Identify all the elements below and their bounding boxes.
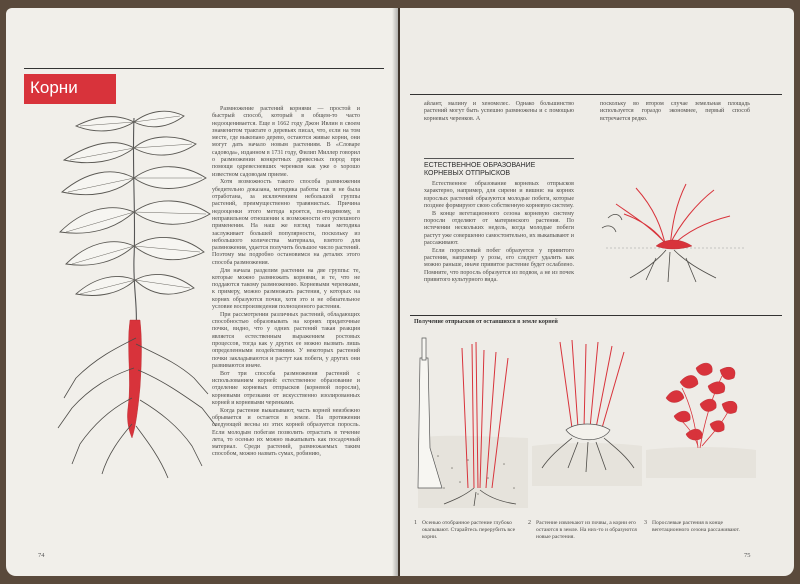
caption-1: 1 Осенью отобранное растение глубоко окапывают. Старайтесь перерубить все корни. xyxy=(414,520,516,540)
paragraph: Когда растение выкапывают, часть корней неизбежно обрывается и остается в земле. На протяжении следующей весны из этих корней образуется поросль. Если молодым побегам позволить отрастать в течение лета, то осенью их можно выкапывать как посадочный материал. Среди растений, размножаемых таким способом, можно назвать сумах, робинию, xyxy=(212,407,360,458)
figure-2-lifted-plant-illustration xyxy=(532,338,644,488)
page-number: 74 xyxy=(38,552,45,559)
paragraph: Для начала разделим растения на две группы: те, которые можно размножать корнями, и те, что не поддаются такому размножению. Корневыми черенками, к примеру, можно размножать растения, у которых на корнях образуются почки, хотя это и не обязательное условие воспроизведения полноценного растения. xyxy=(212,267,360,311)
figure-1-digging-illustration xyxy=(418,338,530,508)
figure-rule xyxy=(410,315,782,316)
paragraph: Если порослевый побег образуется у привитого растения, например у розы, его следует удалить как можно раньше, иначе привитое растение будет ослаблено. Помните, что поросль образуется из подвоя, а не из почек привитого культурного вида. xyxy=(424,247,574,283)
paragraph: Размножение растений корнями — простой и быстрый способ, который в общем-то часто недооценивается. Еще в 1662 году Джон Ивлин в своем знаменитом трактате о деревьях писал, что, если на том месте, где выкопано дерево, остаются живые корни, они могут дать начало новым растениям. В «Словаре садовода», изданном в 1731 году, Филип Миллер говорил о размножении конкретных древесных пород при помощи одревесневших черенков как уже о хорошо известном садоводам приеме. xyxy=(212,106,360,178)
paragraph: Вот три способа размножения растений с использованием корней: естественное образование и отделение корневых отпрысков (корневой поросли), корневыми отрезками от искусственно изолированных корней и корневыми черенками. xyxy=(212,370,360,406)
right-top-text-col2: поскольку во втором случае земельная площадь используется гораздо экономнее, первый способ встречается редко. xyxy=(600,101,750,122)
paragraph: Хотя возможность такого способа размножения убедительно доказана, методика работы так и не была отработана, за исключением небольшой группы растений, преимущественно травянистых. Причина недооценки этого метода кроется, по-видимому, в неправильном отношении к возможности его успешного применения. На наш же взгляд такая методика заслуживает большей популярности, поскольку из небольшого количества материала, взятого для размножения, удается получить большое число растений. Поэтому мы подробно остановимся на деталях этого способа размножения. xyxy=(212,179,360,266)
page-number: 75 xyxy=(744,552,751,559)
right-page xyxy=(400,8,794,576)
right-top-text-col1: айлант, малину и хеномелес. Однако большинство растений могут быть успешно размножены и с помощью корневых черенков. А xyxy=(424,101,574,122)
figure-3-red-seedlings-illustration xyxy=(646,358,758,488)
top-rule xyxy=(24,68,384,69)
paragraph: При рассмотрении различных растений, обладающих способностью образовывать на корнях придаточные почки, видно, что у одних растений такая реакция является естественным выражением ростовых процессов, тогда как у других ее можно вызвать лишь определенными воздействиями. У некоторых растений почки закладываются и растут как побеги, у других они развиваются иначе. xyxy=(212,311,360,369)
caption-2: 2 Растение извлекают из почвы, а корни его остаются в земле. На них-то и образуются новые растения. xyxy=(528,520,637,540)
caption-3: 3 Порослевые растения в конце вегетационного сезона рассаживают. xyxy=(644,520,740,533)
paragraph: В конце вегетационного сезона корневую систему поросли отделяют от материнского растения. По истечении нескольких недель, когда молодые побеги растут уже совершенно самостоятельно, их выкапывают и рассаживают. xyxy=(424,210,574,246)
left-text-column xyxy=(212,106,360,522)
section-rule xyxy=(424,158,574,159)
figure-title: Получение отпрысков от оставшихся в земле корней xyxy=(414,319,558,325)
shrub-sucker-illustration xyxy=(596,178,756,288)
section-heading: ЕСТЕСТВЕННОЕ ОБРАЗОВАНИЕ КОРНЕВЫХ ОТПРЫСКОВ xyxy=(424,162,536,177)
left-page xyxy=(6,8,398,576)
section-text xyxy=(424,181,574,285)
page-title: Корни xyxy=(30,78,78,97)
paragraph: Естественное образование корневых отпрысков характерно, например, для сирени и вишни: на корнях взрослых растений образуются молодые побеги, которые позднее формируют свою собственную корневую систему. xyxy=(424,181,574,209)
top-rule xyxy=(410,94,782,95)
